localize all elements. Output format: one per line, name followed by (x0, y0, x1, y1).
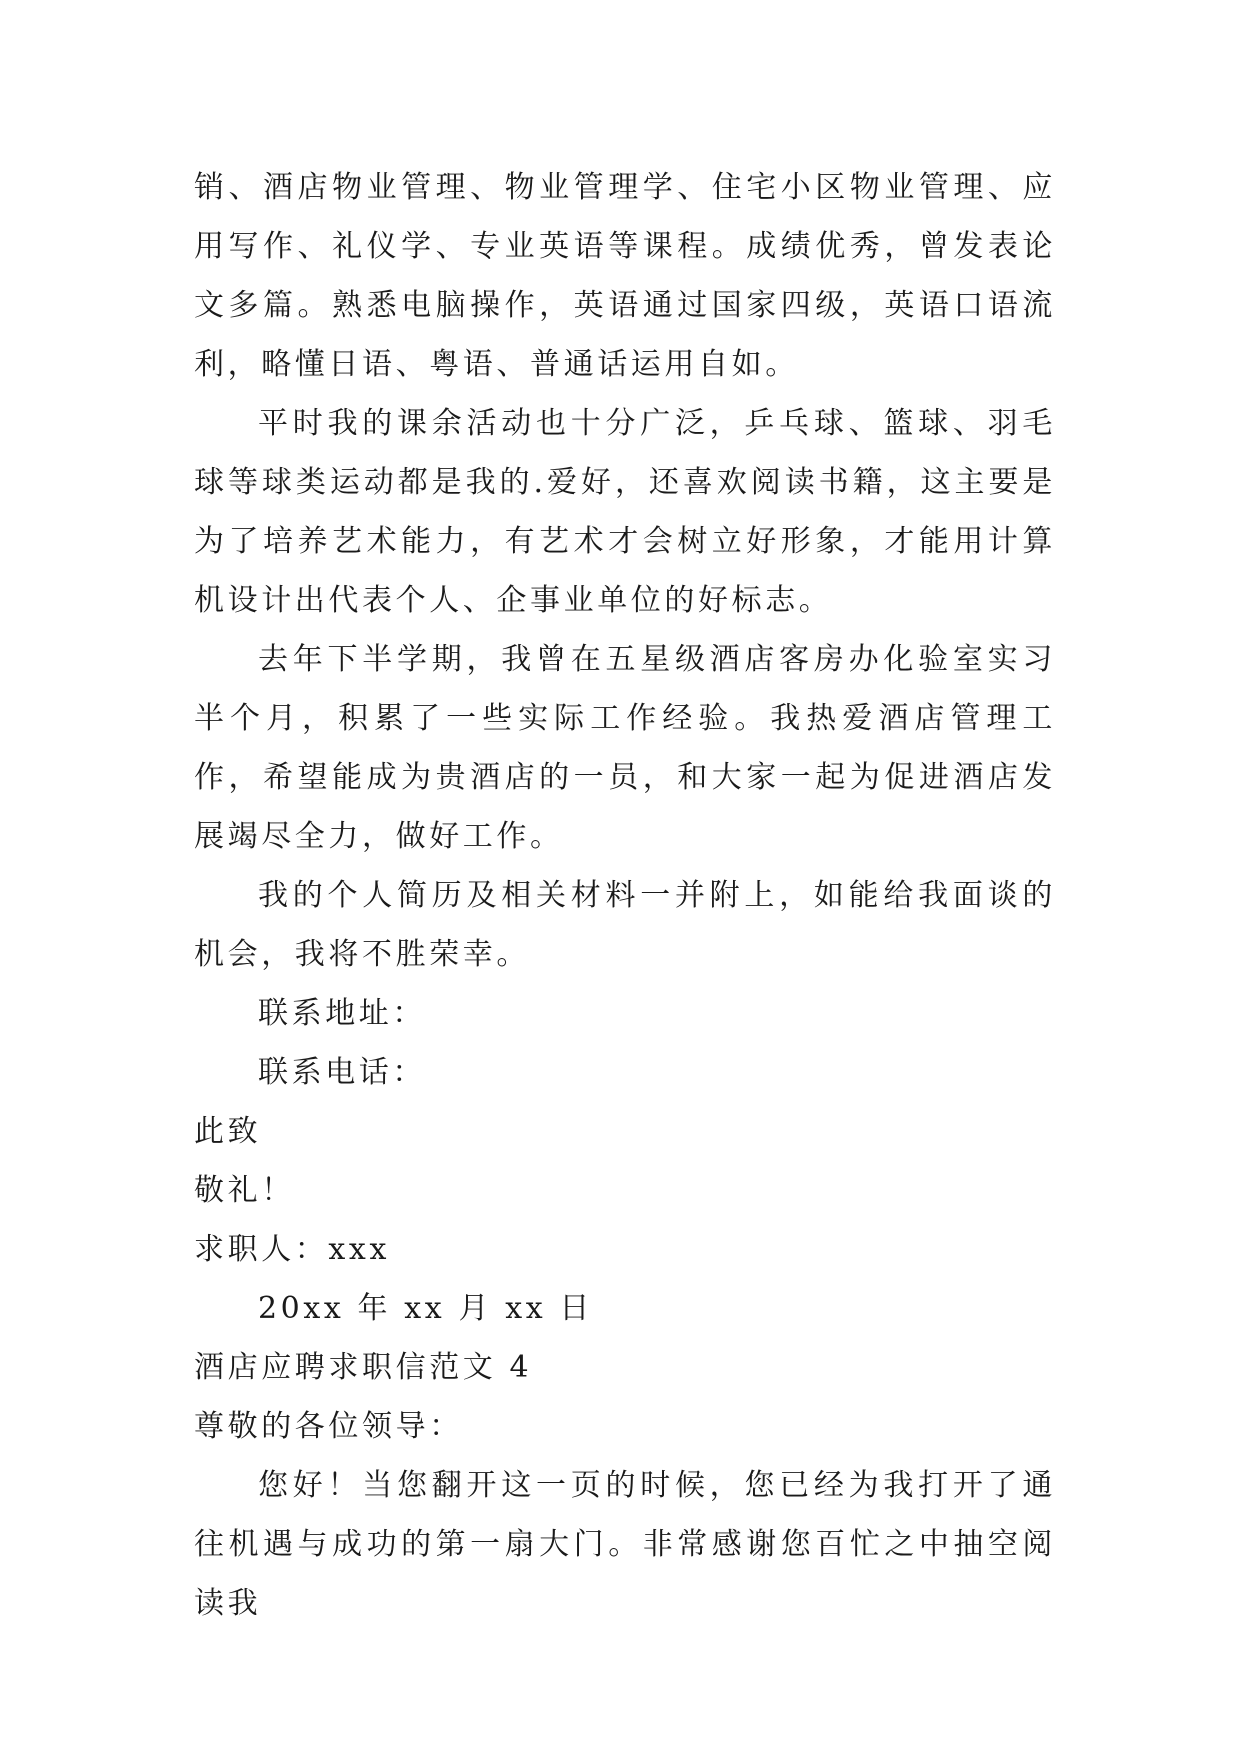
document-page (194, 158, 1056, 1633)
body-paragraph-attachment: 我的个人简历及相关材料一并附上，如能给我面谈的机会，我将不胜荣幸。 (194, 878, 1056, 972)
body-paragraph-greeting: 您好！当您翻开这一页的时候，您已经为我打开了通往机遇与成功的第一扇大门。非常感谢您百忙之中抽空阅读我 (194, 1468, 1056, 1621)
closing-line-1: 此致 (194, 1114, 262, 1149)
section-title: 酒店应聘求职信范文 4 (194, 1350, 533, 1385)
salutation: 尊敬的各位领导： (194, 1409, 463, 1444)
body-paragraph-hobbies: 平时我的课余活动也十分广泛，乒乓球、篮球、羽毛球等球类运动都是我的.爱好，还喜欢阅读书籍，这主要是为了培养艺术能力，有艺术才会树立好形象，才能用计算机设计出代表个人、企事业单位的好标志。 (194, 406, 1056, 618)
applicant-signature: 求职人：xxx (194, 1232, 390, 1267)
contact-address: 联系地址： (258, 996, 426, 1031)
closing-line-2: 敬礼！ (194, 1173, 295, 1208)
body-paragraph-internship: 去年下半学期，我曾在五星级酒店客房办化验室实习半个月，积累了一些实际工作经验。我热爱酒店管理工作，希望能成为贵酒店的一员，和大家一起为促进酒店发展竭尽全力，做好工作。 (194, 642, 1056, 854)
contact-phone: 联系电话： (258, 1055, 426, 1090)
letter-date: 20xx 年 xx 月 xx 日 (258, 1291, 593, 1326)
body-paragraph-education: 销、酒店物业管理、物业管理学、住宅小区物业管理、应用写作、礼仪学、专业英语等课程。成绩优秀，曾发表论文多篇。熟悉电脑操作，英语通过国家四级，英语口语流利，略懂日语、粤语、普通话运用自如。 (194, 170, 1056, 382)
